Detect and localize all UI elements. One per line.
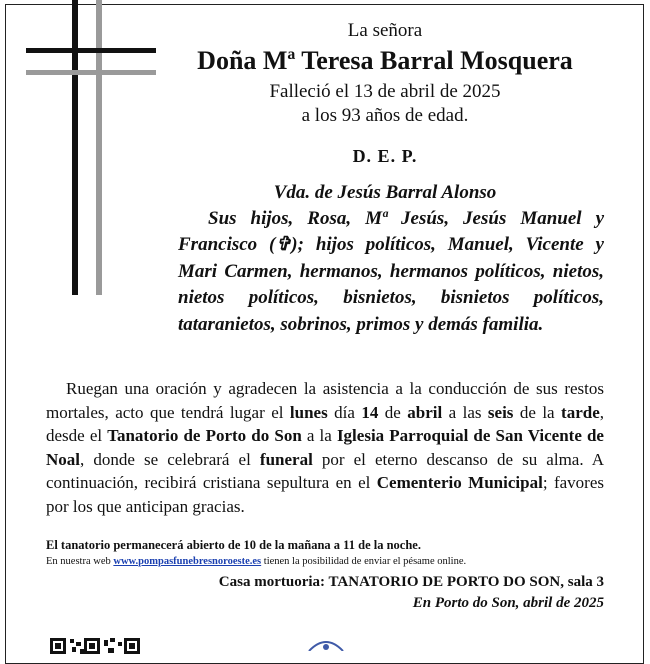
place-date: En Porto do Son, abril de 2025 xyxy=(412,595,604,611)
seal-logo-icon xyxy=(305,637,347,651)
deceased-name: Doña Mª Teresa Barral Mosquera xyxy=(197,46,573,75)
funeral-home: Casa mortuoria: TANATORIO DE PORTO DO SON, sala 3 xyxy=(218,574,604,590)
intro-text: La señora xyxy=(347,20,423,41)
family-members-text: Sus hijos, Rosa, Mª Jesús, Jesús Manuel y Francisco (✞); hijos políticos, Manuel, Vicente y Mari Carmen, hermanos, hermanos políticos, nietos, nietos políticos, bisnietos, bisnietos políticos, tataranietos, sobrinos, primos y demás familia. xyxy=(178,208,604,335)
qr-code-icon xyxy=(50,636,142,654)
funeral-paragraph: Ruegan una oración y agradecen la asistencia a la conducción de sus restos mortales, acto que tendrá lugar el lunes día 14 de abril a las seis de la tarde, desde el Tanatorio de Porto do Son a la Iglesia Parroquial de San Vicente de Noal, donde se celebrará el funeral por el eterno descanso de su alma. A continuación, recibirá cristiana sepultura en el Cementerio Municipal; favores por los que anticipan gracias. xyxy=(46,379,605,516)
widow-line: Vda. de Jesús Barral Alonso xyxy=(273,182,497,203)
family-list xyxy=(178,206,604,338)
tanatorio-hours: El tanatorio permanecerá abierto de 10 de la mañana a 11 de la noche. xyxy=(46,538,421,552)
rip-text: D. E. P. xyxy=(352,146,418,166)
age-text: a los 93 años de edad. xyxy=(301,105,469,126)
death-date: Falleció el 13 de abril de 2025 xyxy=(269,81,501,102)
web-note: En nuestra web www.pompasfunebresnoroeste.es tienen la posibilidad de enviar el pésame online. xyxy=(46,556,467,567)
website-link[interactable]: www.pompasfunebresnoroeste.es xyxy=(113,556,262,567)
